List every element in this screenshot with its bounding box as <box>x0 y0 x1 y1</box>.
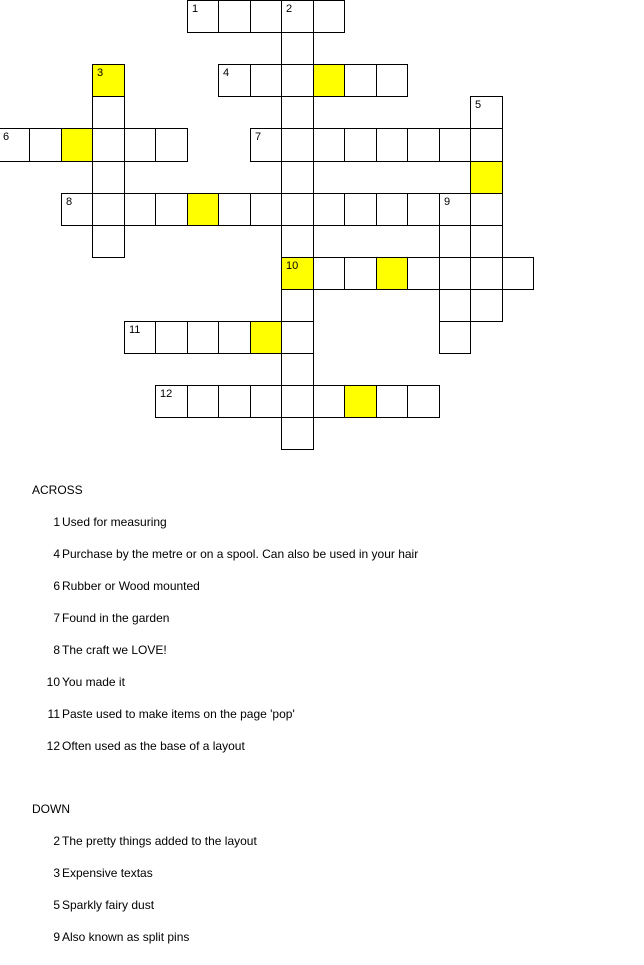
grid-cell[interactable] <box>313 193 345 226</box>
grid-cell[interactable] <box>124 128 156 162</box>
grid-cell[interactable] <box>344 385 377 418</box>
clue-number: 3 <box>97 67 104 79</box>
grid-cell[interactable] <box>439 321 471 354</box>
grid-cell-1[interactable] <box>187 0 219 33</box>
grid-cell[interactable] <box>376 385 408 418</box>
grid-cell[interactable] <box>376 257 408 290</box>
grid-cell[interactable] <box>61 128 93 162</box>
clue-text: Expensive textas <box>62 866 153 880</box>
grid-cell[interactable] <box>92 96 125 129</box>
clue-text: Paste used to make items on the page 'pop' <box>62 707 295 721</box>
grid-cell[interactable] <box>470 193 503 226</box>
grid-cell[interactable] <box>281 225 314 258</box>
grid-cell[interactable] <box>92 128 125 162</box>
grid-cell[interactable] <box>281 289 314 322</box>
clue-number: 8 <box>53 643 60 657</box>
grid-cell[interactable] <box>92 193 125 226</box>
clue-number: 4 <box>223 67 230 79</box>
grid-cell[interactable] <box>439 289 471 322</box>
clue-number: 10 <box>286 260 299 272</box>
clue-number: 6 <box>3 131 10 143</box>
clue-number: 10 <box>46 675 60 689</box>
grid-cell-7[interactable] <box>250 128 282 162</box>
clue-text: The craft we LOVE! <box>62 643 167 657</box>
clue-text: You made it <box>62 675 125 689</box>
grid-cell-5[interactable] <box>470 96 503 129</box>
grid-cell[interactable] <box>439 225 471 258</box>
grid-cell[interactable] <box>407 385 440 418</box>
grid-cell[interactable] <box>439 128 471 162</box>
clue-text: Sparkly fairy dust <box>62 898 155 912</box>
grid-cell[interactable] <box>313 64 345 97</box>
grid-cell[interactable] <box>313 257 345 290</box>
grid-cell[interactable] <box>407 193 440 226</box>
clue-number: 7 <box>255 131 262 143</box>
grid-cell[interactable] <box>250 385 282 418</box>
grid-cell[interactable] <box>281 64 314 97</box>
grid-cell[interactable] <box>281 417 314 450</box>
clue-number: 5 <box>53 898 60 912</box>
clue-number: 1 <box>53 515 60 529</box>
grid-cell[interactable] <box>281 193 314 226</box>
grid-cell-9[interactable] <box>439 193 471 226</box>
grid-cell[interactable] <box>502 257 534 290</box>
grid-cell[interactable] <box>218 385 251 418</box>
clue-number: 9 <box>53 930 60 944</box>
grid-cell[interactable] <box>470 161 503 194</box>
clue-text: Often used as the base of a layout <box>62 739 245 753</box>
grid-cell[interactable] <box>439 257 471 290</box>
clue-number: 2 <box>53 834 60 848</box>
clue-text: Used for measuring <box>62 515 167 529</box>
grid-cell[interactable] <box>92 161 125 194</box>
grid-cell[interactable] <box>281 128 314 162</box>
grid-cell[interactable] <box>281 321 314 354</box>
grid-cell[interactable] <box>218 321 251 354</box>
clue-number: 4 <box>53 547 60 561</box>
clue-number: 2 <box>286 3 293 15</box>
grid-cell[interactable] <box>344 193 377 226</box>
clue-number: 8 <box>66 196 73 208</box>
grid-cell[interactable] <box>376 193 408 226</box>
grid-cell[interactable] <box>313 128 345 162</box>
grid-cell[interactable] <box>187 321 219 354</box>
grid-cell[interactable] <box>250 0 282 33</box>
grid-cell[interactable] <box>155 321 188 354</box>
grid-cell[interactable] <box>92 225 125 258</box>
grid-cell[interactable] <box>281 385 314 418</box>
grid-cell[interactable] <box>313 385 345 418</box>
grid-cell-6[interactable] <box>0 128 30 162</box>
grid-cell[interactable] <box>407 257 440 290</box>
clue-text: Purchase by the metre or on a spool. Can also be used in your hair <box>62 547 419 561</box>
clue-number: 6 <box>53 579 60 593</box>
grid-cell-8[interactable] <box>61 193 93 226</box>
crossword-grid <box>0 0 644 460</box>
clue-text: Found in the garden <box>62 611 170 625</box>
clue-number: 3 <box>53 866 60 880</box>
clue-text: Also known as split pins <box>62 930 190 944</box>
clue-number: 5 <box>475 99 482 111</box>
grid-cell-4[interactable] <box>218 64 251 97</box>
down-heading: DOWN <box>32 802 70 816</box>
clue-number: 7 <box>53 611 60 625</box>
clue-number: 12 <box>46 739 60 753</box>
clue-text: Rubber or Wood mounted <box>62 579 200 593</box>
clue-number: 1 <box>192 3 199 15</box>
grid-cell[interactable] <box>250 193 282 226</box>
grid-cell-10[interactable] <box>281 257 314 290</box>
grid-cell[interactable] <box>376 64 408 97</box>
grid-cell[interactable] <box>250 64 282 97</box>
grid-cell[interactable] <box>281 96 314 129</box>
grid-cell[interactable] <box>470 225 503 258</box>
across-heading: ACROSS <box>32 483 83 497</box>
grid-cell[interactable] <box>155 193 188 226</box>
grid-cell[interactable] <box>344 257 377 290</box>
grid-cell[interactable] <box>29 128 62 162</box>
grid-cell[interactable] <box>407 128 440 162</box>
grid-cell-2[interactable] <box>281 0 314 33</box>
grid-cell[interactable] <box>218 193 251 226</box>
grid-cell[interactable] <box>344 128 377 162</box>
clue-number: 9 <box>444 196 451 208</box>
grid-cell[interactable] <box>281 353 314 386</box>
grid-cell[interactable] <box>376 128 408 162</box>
grid-cell[interactable] <box>470 289 503 322</box>
grid-cell[interactable] <box>155 128 188 162</box>
grid-cell[interactable] <box>281 161 314 194</box>
clue-number: 12 <box>160 388 173 400</box>
grid-cell[interactable] <box>187 385 219 418</box>
grid-cell[interactable] <box>470 257 503 290</box>
clue-number: 11 <box>47 707 60 721</box>
grid-cell[interactable] <box>250 321 282 354</box>
grid-cell-12[interactable] <box>155 385 188 418</box>
grid-cell[interactable] <box>470 128 503 162</box>
grid-cell[interactable] <box>313 0 345 33</box>
grid-cell-3[interactable] <box>92 64 125 97</box>
clue-text: The pretty things added to the layout <box>62 834 257 848</box>
grid-cell[interactable] <box>344 64 377 97</box>
grid-cell[interactable] <box>218 0 251 33</box>
grid-cell-11[interactable] <box>124 321 156 354</box>
grid-cell[interactable] <box>124 193 156 226</box>
clue-number: 11 <box>129 324 141 336</box>
grid-cell[interactable] <box>187 193 219 226</box>
grid-cell[interactable] <box>281 32 314 65</box>
